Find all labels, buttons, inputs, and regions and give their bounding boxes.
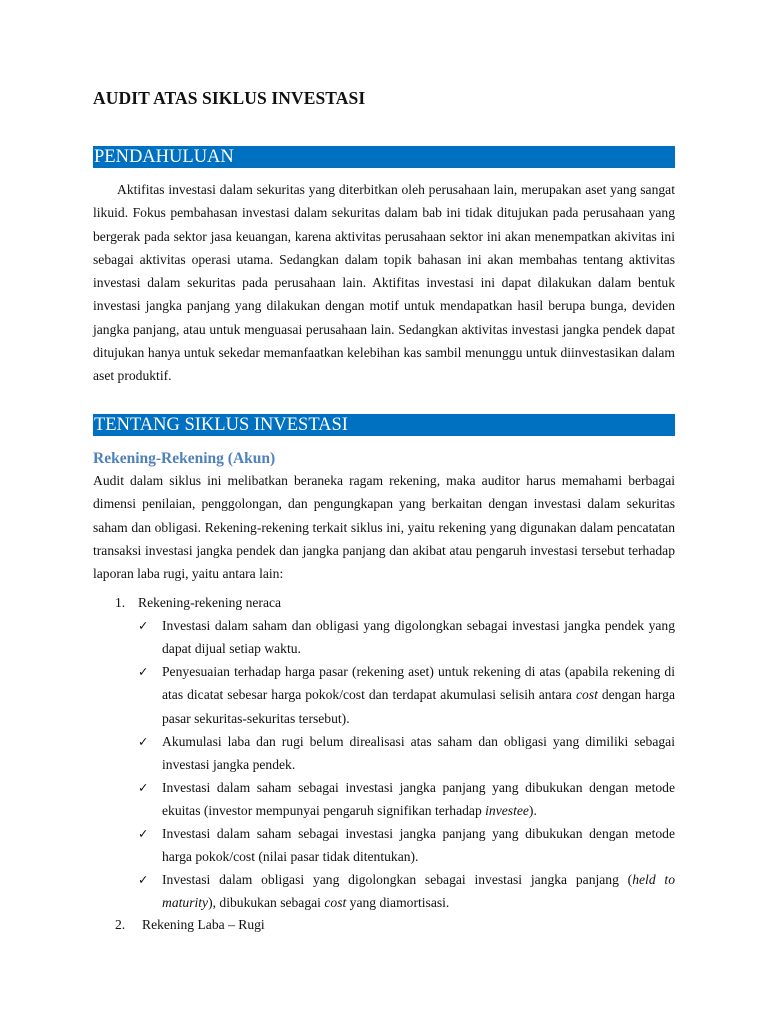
check-item-emphasis: held to maturity — [162, 872, 675, 911]
check-item-text-part: dengan harga pasar sekuritas-sekuritas tersebut). — [162, 687, 676, 726]
check-item-text: Investasi dalam saham dan obligasi yang digolongkan sebagai investasi jangka pendek yang dapat dijual setiap waktu. — [162, 618, 675, 657]
list-number-1: 1. — [115, 595, 126, 610]
check-item-emphasis: investee — [485, 803, 529, 819]
section-heading-pendahuluan: PENDAHULUAN — [93, 146, 675, 168]
section-heading-tentang-siklus: TENTANG SIKLUS INVESTASI — [93, 414, 675, 436]
list-number-2: 2. — [115, 917, 126, 932]
check-item-text-part: Penyesuaian terhadap harga pasar (rekening aset) untuk rekening di atas (apabila rekening di atas dicatat sebesar harga pokok/cost dan terdapat akumulasi selisih antara — [162, 664, 675, 703]
check-icon: ✓ — [138, 780, 149, 795]
check-item-text-part: ). — [528, 803, 537, 819]
check-item-text-part: ), dibukukan sebagai — [208, 895, 325, 911]
check-item-text — [162, 660, 675, 730]
check-item-text-part: Investasi dalam obligasi yang digolongkan sebagai investasi jangka panjang ( — [162, 872, 633, 887]
check-icon: ✓ — [138, 618, 149, 633]
check-icon: ✓ — [138, 826, 149, 841]
document-title: AUDIT ATAS SIKLUS INVESTASI — [93, 88, 366, 108]
check-item-text — [162, 868, 675, 915]
check-item-text: Akumulasi laba dan rugi belum direalisasi atas saham dan obligasi yang dimiliki sebagai investasi jangka pendek. — [162, 734, 675, 773]
intro-paragraph: Aktifitas investasi dalam sekuritas yang diterbitkan oleh perusahaan lain, merupakan aset yang sangat likuid. Fokus pembahasan investasi dalam sekuritas dalam bab ini tidak ditujukan pada perusahaan yang bergerak pada sektor jasa keuangan, karena aktivitas perusahaan sektor ini akan menempatkan akivitas ini sebagai aktivitas operasi utama. Sedangkan dalam topik bahasan ini akan membahas tentang aktivitas investasi dalam sekuritas pada perusahaan lain. Aktifitas investasi ini dapat dilakukan dalam bentuk investasi jangka panjang yang dilakukan dengan motif untuk mendapatkan hasil berupa bunga, deviden jangka panjang, atau untuk menguasai perusahaan lain. Sedangkan aktivitas investasi jangka pendek dapat ditujukan hanya untuk sekedar memanfaatkan kelebihan kas sambil menunggu untuk diinvestasikan dalam aset produktif. — [93, 182, 675, 384]
check-icon: ✓ — [138, 734, 149, 749]
check-item-text — [162, 776, 675, 823]
check-icon: ✓ — [138, 664, 149, 679]
check-icon: ✓ — [138, 872, 149, 887]
check-item-text-part: yang diamortisasi. — [346, 895, 450, 911]
check-item-emphasis: cost — [324, 895, 347, 911]
rekening-paragraph: Audit dalam siklus ini melibatkan beraneka ragam rekening, maka auditor harus memahami berbagai dimensi penilaian, penggolongan, dan pengungkapan yang berkaitan dengan investasi dalam sekuritas saham dan obligasi. Rekening-rekening terkait siklus ini, yaitu rekening yang digunakan dalam pencatatan transaksi investasi jangka pendek dan jangka panjang dan akibat atau pengaruh investasi tersebut terhadap laporan laba rugi, yaitu antara lain: — [93, 473, 675, 582]
list-label-neraca: Rekening-rekening neraca — [138, 595, 282, 610]
check-item-text-part: Investasi dalam saham sebagai investasi jangka panjang yang dibukukan dengan metode ekuitas (investor mempunyai pengaruh signifikan terhadap — [162, 780, 675, 819]
subheading-rekening: Rekening-Rekening (Akun) — [93, 450, 276, 467]
check-item-emphasis: cost — [575, 687, 598, 703]
list-label-laba-rugi: Rekening Laba – Rugi — [142, 917, 265, 932]
check-item-text: Investasi dalam saham sebagai investasi jangka panjang yang dibukukan dengan metode harga pokok/cost (nilai pasar tidak ditentukan). — [162, 826, 675, 865]
